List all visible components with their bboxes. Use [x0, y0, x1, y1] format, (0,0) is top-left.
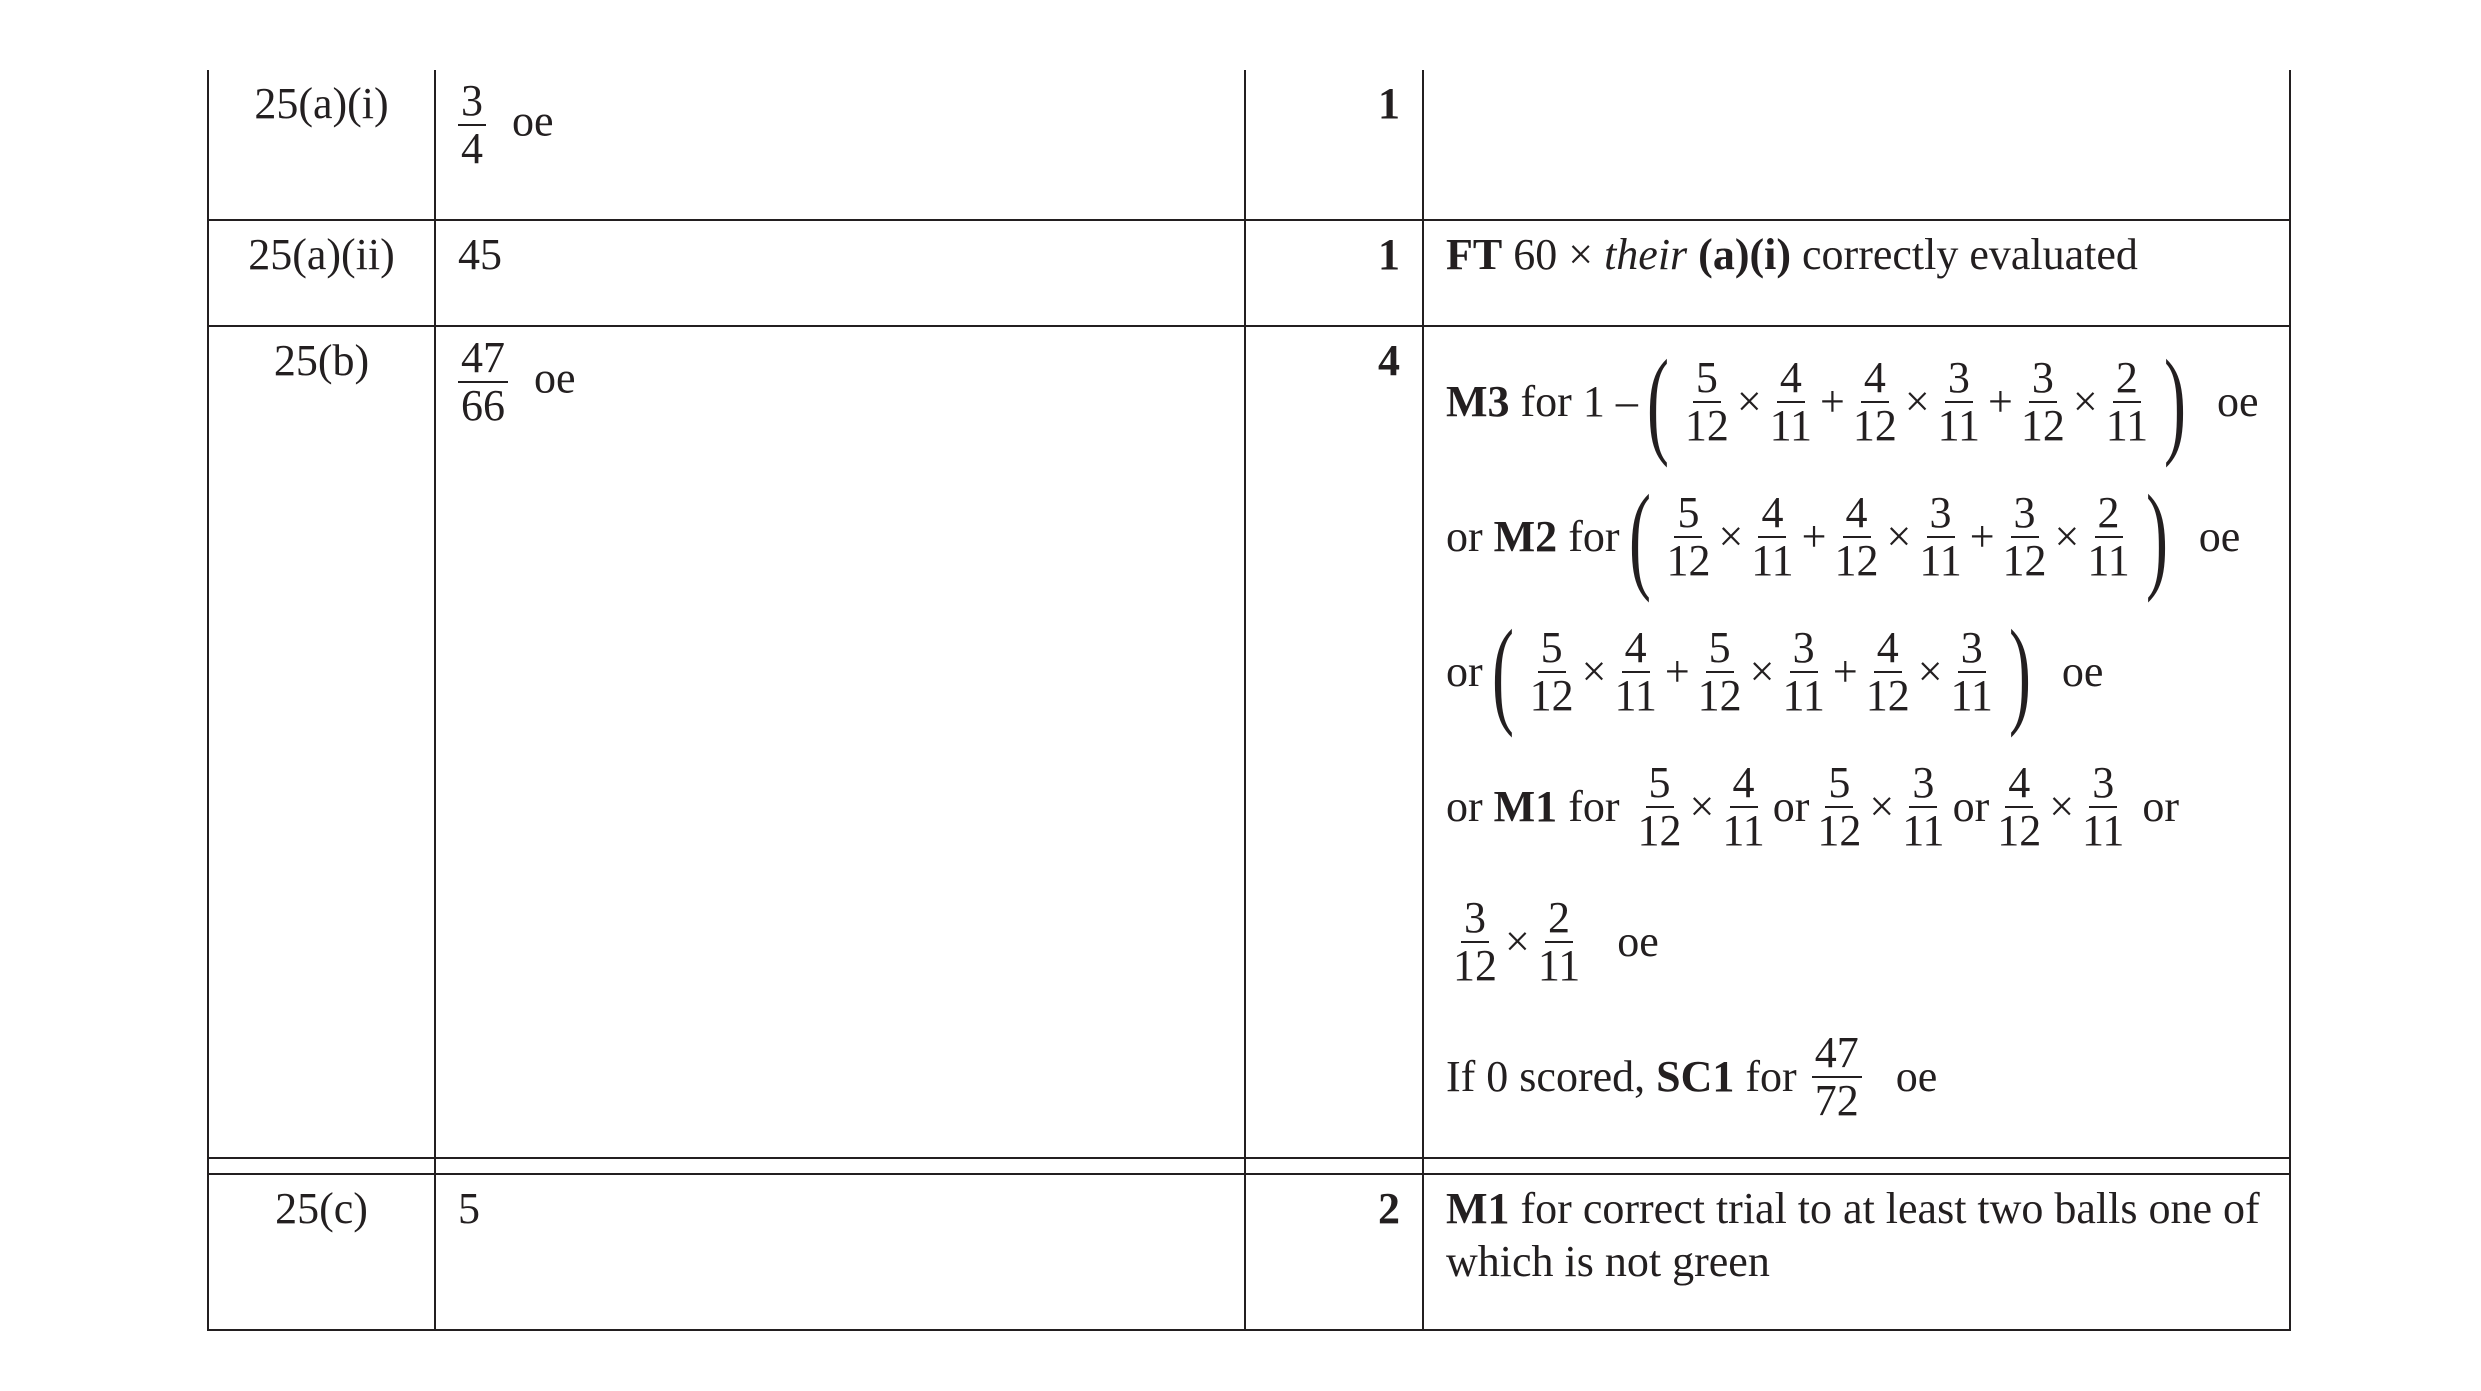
numerator: 5: [1674, 490, 1702, 538]
m1-label: M1: [1493, 781, 1558, 831]
operator: ×: [1581, 646, 1607, 696]
fraction: [1899, 757, 1947, 855]
guidance-cell: [1423, 70, 2290, 220]
fraction: [1635, 757, 1685, 855]
numerator: 47: [1812, 1030, 1862, 1078]
m3-label: M3: [1446, 376, 1510, 426]
m2-line: [1446, 470, 2289, 603]
denominator: 66: [461, 381, 505, 431]
sc-line: [1446, 1022, 2289, 1132]
denominator: 12: [2020, 401, 2065, 450]
guidance-cell: [1423, 1174, 2290, 1330]
or-operator: or: [1952, 781, 1990, 831]
numerator: 4: [1777, 355, 1805, 403]
m3-line: [1446, 335, 2289, 468]
left-paren: (: [1646, 335, 1669, 468]
guidance-pre: 60 ×: [1513, 230, 1594, 279]
denominator: 11: [1614, 671, 1657, 720]
or-label: or: [2142, 781, 2180, 831]
marks-cell: [1245, 1174, 1423, 1330]
guidance-ref: (a)(i): [1698, 230, 1792, 279]
fraction: [1850, 352, 1900, 450]
answer-cell: [435, 326, 1245, 1158]
table-row: [208, 326, 2290, 1158]
numerator: 4: [2005, 760, 2033, 808]
ft-label: FT: [1446, 230, 1503, 279]
numerator: 2: [2113, 355, 2141, 403]
denominator: 12: [1997, 806, 2042, 855]
fraction: [2103, 352, 2151, 450]
answer-cell: [435, 220, 1245, 326]
sc-fraction: [1812, 1027, 1862, 1125]
answer-fraction: [458, 78, 486, 172]
fraction: [1767, 352, 1815, 450]
denominator: 12: [1697, 671, 1742, 720]
fraction: [2000, 487, 2050, 585]
table-row: [208, 220, 2290, 326]
right-paren: ): [2145, 470, 2168, 603]
or-operator: or: [1772, 781, 1810, 831]
left-paren: (: [1628, 470, 1651, 603]
answer-value: 5: [458, 1184, 480, 1233]
denominator: 12: [1852, 401, 1897, 450]
oe-label: oe: [1617, 916, 1659, 966]
m3-expression: [1678, 352, 2155, 450]
or-label: or: [1446, 781, 1483, 831]
denominator: 11: [2087, 536, 2130, 585]
sc-pre: If 0 scored,: [1446, 1051, 1646, 1101]
fraction: [1682, 352, 1732, 450]
mark-scheme-table: [207, 70, 2291, 1331]
m1-line: [1446, 752, 2289, 862]
table-row: [208, 70, 2290, 220]
denominator: 11: [1722, 806, 1765, 855]
denominator: 12: [1666, 536, 1711, 585]
operator: ×: [1689, 781, 1715, 831]
numerator: 5: [1693, 355, 1721, 403]
fraction: [1935, 352, 1983, 450]
denominator: 11: [1902, 806, 1945, 855]
question-cell: [208, 1174, 435, 1330]
numerator: 3: [1927, 490, 1955, 538]
numerator: 3: [458, 78, 486, 126]
denominator: 12: [1529, 671, 1574, 720]
denominator: 12: [1817, 806, 1862, 855]
operator: ×: [1505, 916, 1530, 966]
fraction: [1611, 622, 1659, 720]
or-label: or: [1446, 511, 1483, 561]
numerator: 3: [2011, 490, 2039, 538]
m2-expression: [1659, 487, 2136, 585]
m3-text: for 1 –: [1520, 376, 1638, 426]
marks-cell: [1245, 220, 1423, 326]
denominator: 11: [1950, 671, 1993, 720]
denominator: 12: [2002, 536, 2047, 585]
numerator: 4: [1843, 490, 1871, 538]
question-cell: [208, 220, 435, 326]
for-label: for: [1568, 511, 1620, 561]
m1-expression: [1631, 757, 2132, 855]
answer-cell: [435, 1174, 1245, 1330]
m1-expression-cont: [1446, 892, 1587, 990]
fraction: [1695, 622, 1745, 720]
fraction: [1948, 622, 1996, 720]
question-number: 25(a)(ii): [248, 230, 395, 279]
or-label: or: [1446, 646, 1483, 696]
operator: ×: [1869, 781, 1895, 831]
fraction: [1663, 487, 1713, 585]
fraction: [1832, 487, 1882, 585]
denominator: 12: [1637, 806, 1682, 855]
fraction: [1719, 757, 1767, 855]
operator: ×: [2049, 781, 2075, 831]
fraction: [1527, 622, 1577, 720]
numerator: 5: [1646, 760, 1674, 808]
denominator: 11: [2082, 806, 2125, 855]
oe-label: oe: [2217, 376, 2259, 426]
denominator: 11: [2105, 401, 2149, 450]
answer-cell: [435, 70, 1245, 220]
denominator: 11: [1537, 941, 1581, 990]
for-label: for: [1568, 781, 1620, 831]
operator: ×: [1736, 376, 1762, 426]
fraction: [1535, 892, 1583, 990]
oe-label: oe: [2198, 511, 2241, 561]
fraction: [2084, 487, 2132, 585]
alt-line: [1446, 605, 2289, 738]
numerator: 5: [1538, 625, 1566, 673]
question-cell: [208, 70, 435, 220]
guidance-their: their: [1604, 230, 1688, 279]
answer-fraction: [458, 335, 508, 429]
numerator: 4: [1622, 625, 1650, 673]
guidance-post: correctly evaluated: [1802, 230, 2138, 279]
denominator: 12: [1453, 941, 1497, 990]
question-cell: [208, 326, 435, 1158]
m2-label: M2: [1493, 511, 1558, 561]
sc1-label: SC1: [1656, 1051, 1735, 1101]
operator: ×: [1917, 646, 1943, 696]
guidance-text: for correct trial to at least two balls one of which is not green: [1446, 1184, 2260, 1286]
numerator: 3: [1909, 760, 1937, 808]
numerator: 5: [1825, 760, 1853, 808]
left-paren: (: [1491, 605, 1514, 738]
numerator: 3: [2089, 760, 2117, 808]
table-row: [208, 1174, 2290, 1330]
alt-expression: [1523, 622, 2000, 720]
oe-label: oe: [2061, 646, 2104, 696]
operator: +: [1801, 511, 1827, 561]
denominator: 12: [1684, 401, 1729, 450]
m1-line-cont: [1446, 887, 2289, 997]
denominator: 12: [1865, 671, 1910, 720]
numerator: 3: [1461, 895, 1489, 943]
numerator: 3: [1958, 625, 1986, 673]
oe-label: oe: [1895, 1051, 1938, 1101]
answer-value: 45: [458, 230, 502, 279]
fraction: [1994, 757, 2044, 855]
denominator: 11: [1751, 536, 1794, 585]
denominator: 11: [1919, 536, 1962, 585]
denominator: 12: [1834, 536, 1879, 585]
operator: ×: [2072, 376, 2098, 426]
fraction: [1916, 487, 1964, 585]
operator: +: [1969, 511, 1995, 561]
operator: ×: [1886, 511, 1912, 561]
right-paren: ): [2008, 605, 2031, 738]
m1-label: M1: [1446, 1184, 1510, 1233]
denominator: 11: [1937, 401, 1981, 450]
operator: +: [1664, 646, 1690, 696]
fraction: [2079, 757, 2127, 855]
operator: +: [1832, 646, 1858, 696]
numerator: 5: [1706, 625, 1734, 673]
operator: ×: [2054, 511, 2080, 561]
row-separator: [208, 1158, 2290, 1174]
numerator: 3: [1790, 625, 1818, 673]
guidance-cell: [1423, 220, 2290, 326]
question-number: 25(c): [275, 1184, 368, 1233]
operator: ×: [1749, 646, 1775, 696]
operator: ×: [1904, 376, 1930, 426]
marks-value: 2: [1378, 1184, 1400, 1233]
marks-cell: [1245, 326, 1423, 1158]
oe-label: oe: [534, 353, 576, 403]
denominator: 4: [461, 124, 483, 174]
denominator: 11: [1769, 401, 1813, 450]
marks-value: 1: [1378, 79, 1400, 128]
operator: +: [1988, 376, 2013, 426]
marks-value: 1: [1378, 230, 1400, 279]
numerator: 4: [1861, 355, 1889, 403]
fraction: [1748, 487, 1796, 585]
question-number: 25(a)(i): [254, 79, 389, 128]
numerator: 3: [1945, 355, 1973, 403]
for-label: for: [1745, 1051, 1797, 1101]
numerator: 4: [1874, 625, 1902, 673]
denominator: 11: [1782, 671, 1825, 720]
numerator: 2: [1545, 895, 1573, 943]
numerator: 2: [2095, 490, 2123, 538]
fraction: [1814, 757, 1864, 855]
numerator: 4: [1730, 760, 1758, 808]
numerator: 4: [1758, 490, 1786, 538]
fraction: [1863, 622, 1913, 720]
operator: +: [1820, 376, 1845, 426]
fraction: [2018, 352, 2068, 450]
right-paren: ): [2164, 335, 2187, 468]
question-number: 25(b): [273, 336, 370, 385]
denominator: 72: [1814, 1076, 1859, 1125]
oe-label: oe: [512, 96, 554, 146]
operator: ×: [1718, 511, 1744, 561]
numerator: 47: [458, 335, 508, 383]
fraction: [1779, 622, 1827, 720]
numerator: 3: [2029, 355, 2057, 403]
guidance-cell: [1423, 326, 2290, 1158]
marks-cell: [1245, 70, 1423, 220]
fraction: [1450, 892, 1500, 990]
marks-value: 4: [1378, 336, 1400, 385]
